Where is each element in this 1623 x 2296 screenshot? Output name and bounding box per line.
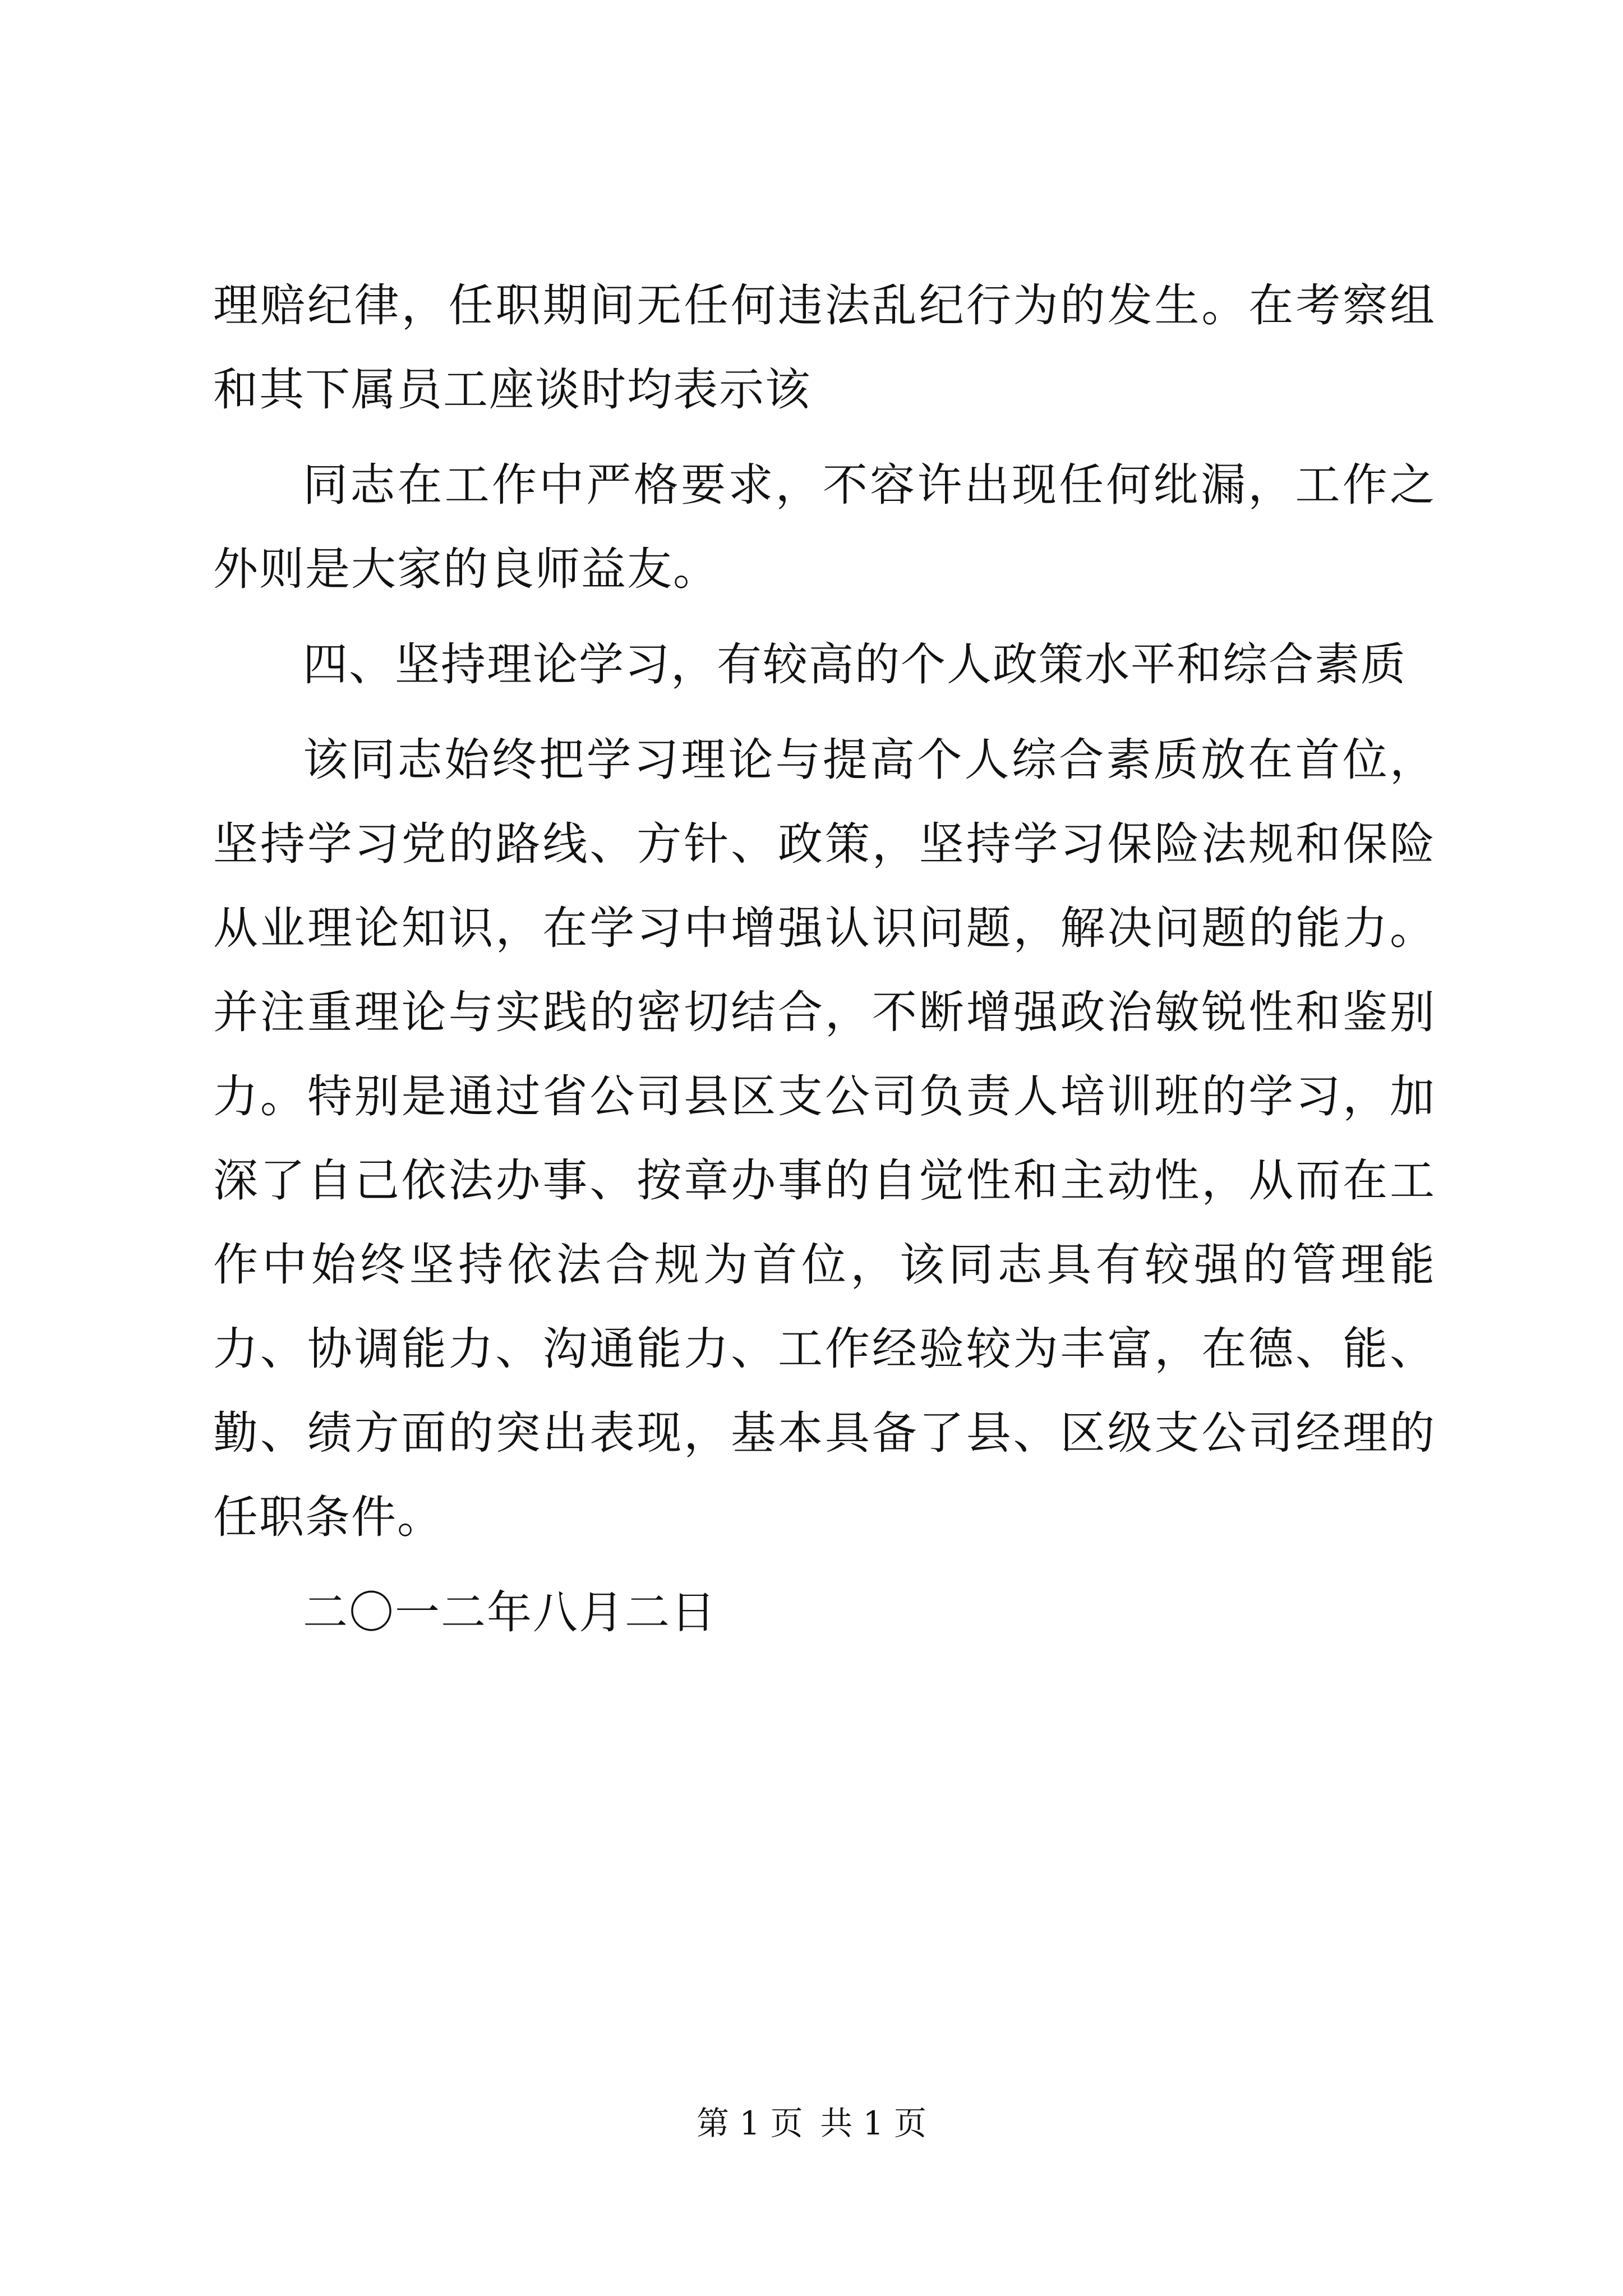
page-total: 共 1 页 bbox=[820, 2104, 926, 2142]
paragraph-theory-study: 该同志始终把学习理论与提高个人综合素质放在首位，坚持学习党的路线、方针、政策，坚持学习保险法规和保险从业理论知识，在学习中增强认识问题，解决问题的能力。并注重理论与实践的密切结合，不断增强政治敏锐性和鉴别力。特别是通过省公司县区支公司负责人培训班的学习，加深了自己依法办事、按章办事的自觉性和主动性，从而在工作中始终坚持依法合规为首位，该同志具有较强的管理能力、协调能力、沟通能力、工作经验较为丰富，在德、能、勤、绩方面的突出表现，基本具备了县、区级支公司经理的任职条件。 bbox=[213, 734, 1436, 1543]
page-footer bbox=[0, 2101, 1623, 2146]
document-date: 二〇一二年八月二日 bbox=[303, 1586, 717, 1639]
page-number: 第 1 页 bbox=[697, 2104, 803, 2142]
section-heading: 四、坚持理论学习，有较高的个人政策水平和综合素质 bbox=[303, 638, 1407, 691]
paragraph-evaluation: 同志在工作中严格要求，不容许出现任何纰漏，工作之外则是大家的良师益友。 bbox=[213, 459, 1436, 595]
document-body bbox=[213, 264, 1436, 1655]
paragraph-continuation: 理赔纪律，任职期间无任何违法乱纪行为的发生。在考察组和其下属员工座谈时均表示该 bbox=[213, 279, 1436, 416]
